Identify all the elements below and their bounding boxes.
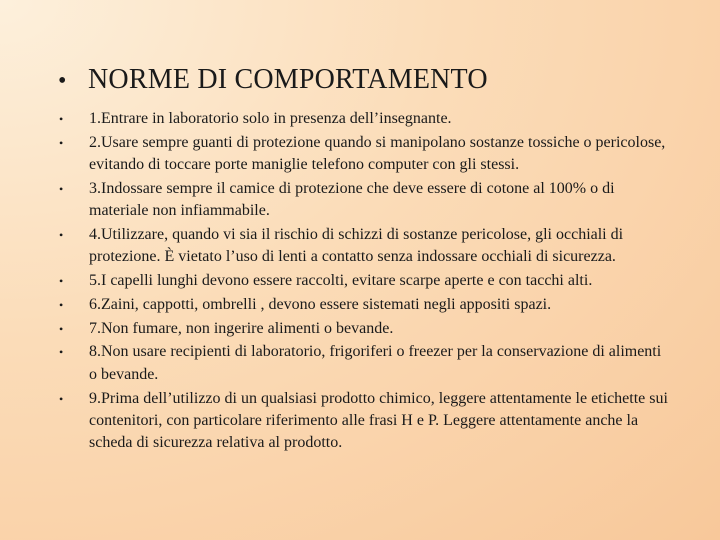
rule-text: 3.Indossare sempre il camice di protezione che deve essere di cotone al 100% o di materiale non infiammabile. (89, 179, 615, 220)
rule-text: 9.Prima dell’utilizzo di un qualsiasi prodotto chimico, leggere attentamente le etichette sui contenitori, con particolare riferimento alle frasi H e P. Leggere attentamente anche la scheda di sicurezza relativa al prodotto. (89, 389, 668, 452)
rule-text: 6.Zaini, cappotti, ombrelli , devono essere sistemati negli appositi spazi. (89, 295, 552, 313)
rule-text: 2.Usare sempre guanti di protezione quando si manipolano sostanze tossiche o pericolose, evitando di toccare porte maniglie telefono computer con gli stessi. (89, 133, 666, 174)
rule-item-6 (58, 294, 668, 316)
title-bullet: • (58, 68, 67, 94)
rules-list (58, 108, 668, 456)
bullet: • (59, 112, 64, 126)
rule-text: 5.I capelli lunghi devono essere raccolti, evitare scarpe aperte e con tacchi alti. (89, 272, 593, 290)
rule-item-1 (58, 108, 668, 130)
rule-item-3 (58, 178, 668, 223)
bullet: • (59, 391, 64, 406)
rule-item-9 (58, 388, 668, 455)
slide-title: NORME DI COMPORTAMENTO (88, 64, 488, 95)
bullet: • (59, 297, 64, 312)
bullet: • (59, 274, 64, 289)
title-row (58, 64, 488, 96)
rule-text: 7.Non fumare, non ingerire alimenti o bevande. (89, 319, 394, 337)
rule-text: 1.Entrare in laboratorio solo in presenza dell’insegnante. (89, 110, 452, 127)
bullet: • (59, 227, 64, 242)
bullet: • (59, 345, 64, 360)
rule-text: 8.Non usare recipienti di laboratorio, frigoriferi o freezer per la conservazione di alimenti o bevande. (89, 343, 662, 383)
rule-item-2 (58, 132, 668, 177)
rule-item-7 (58, 318, 668, 340)
rule-item-5 (58, 270, 668, 292)
bullet: • (59, 321, 64, 336)
rule-text: 4.Utilizzare, quando vi sia il rischio di schizzi di sostanze pericolose, gli occhiali di protezione. È vietato l’uso di lenti a contatto senza indossare occhiali di sicurezza. (89, 225, 624, 266)
bullet: • (59, 181, 64, 196)
bullet: • (59, 135, 64, 150)
rule-item-4 (58, 224, 668, 269)
rule-item-8 (58, 341, 668, 386)
